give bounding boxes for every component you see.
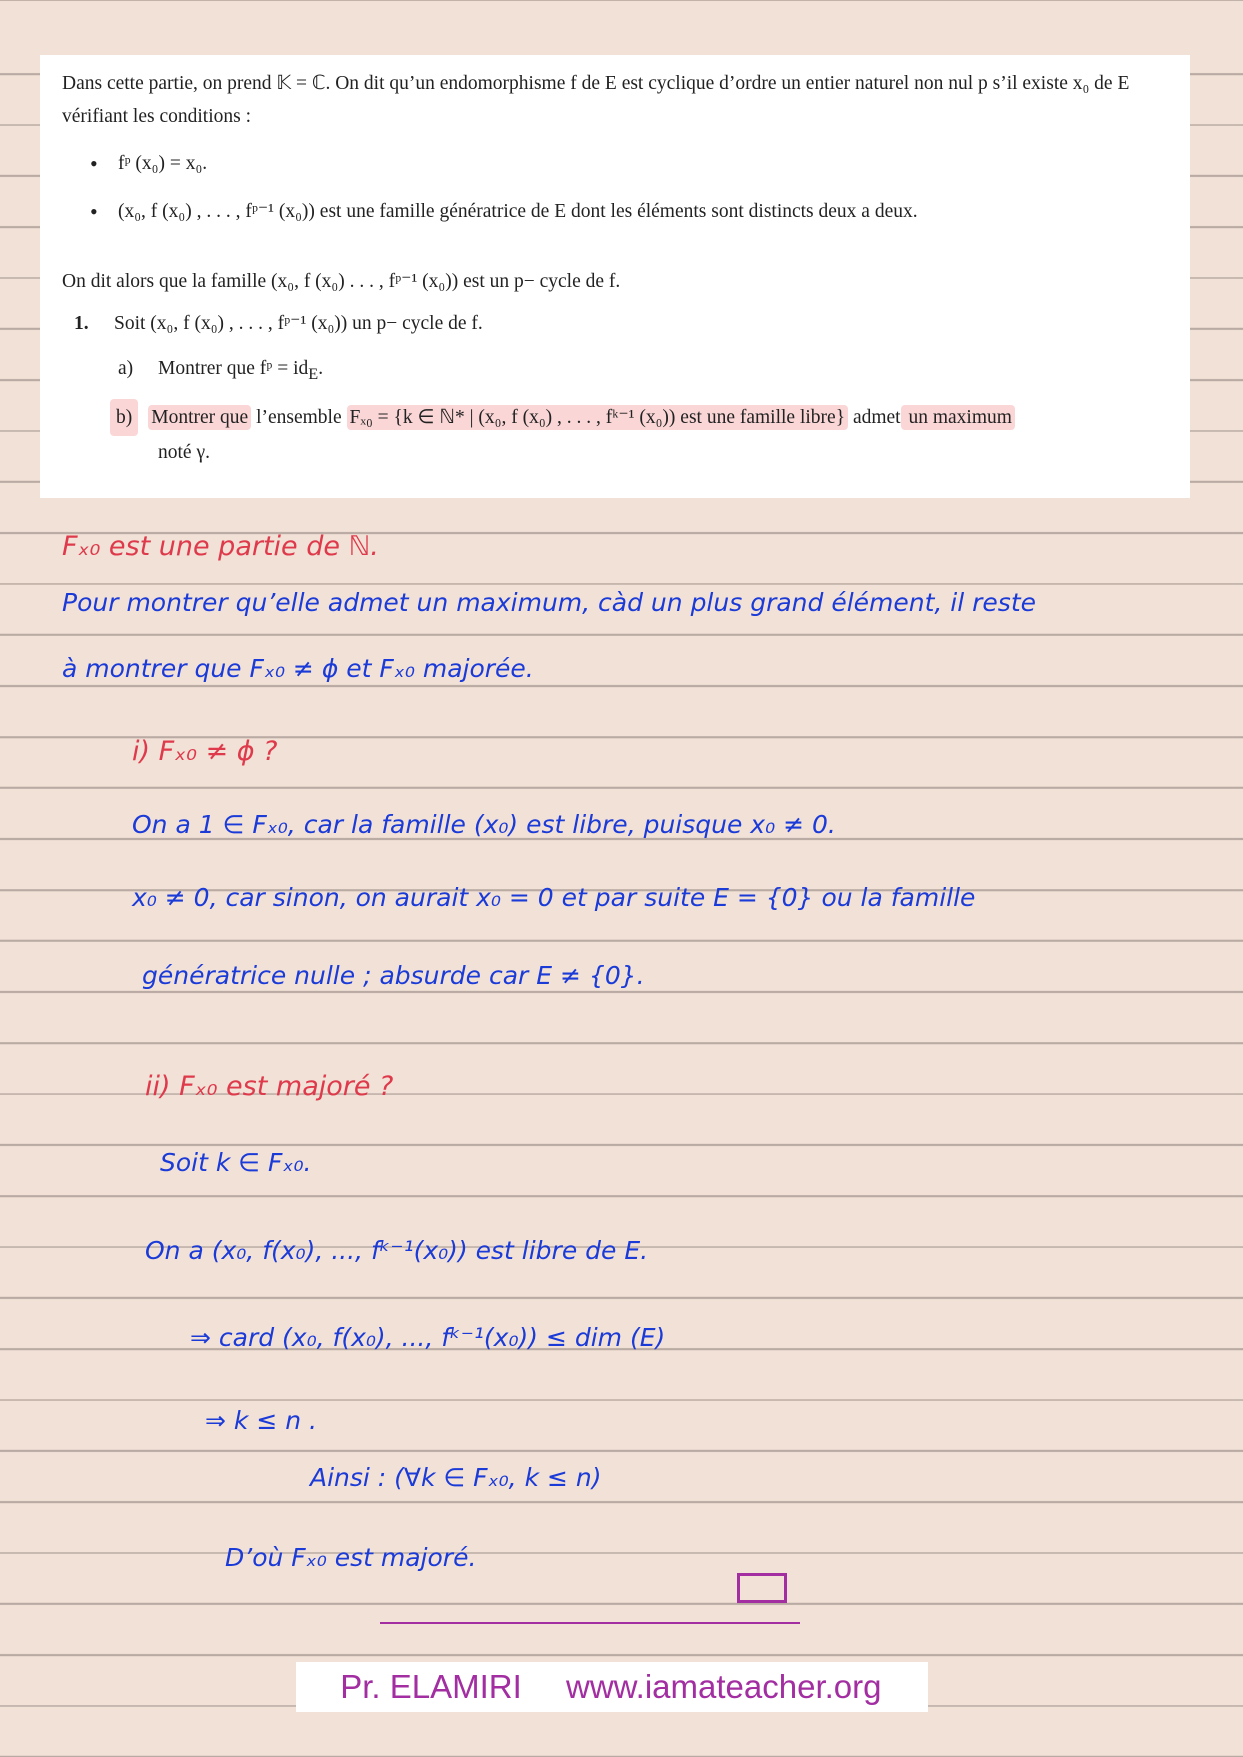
hand-line-1: Fₓ₀ est une partie de ℕ. xyxy=(62,531,379,562)
hand-line-9: Soit k ∈ Fₓ₀. xyxy=(160,1148,312,1177)
problem-statement xyxy=(40,55,1190,498)
question-1b-after: admet xyxy=(848,406,901,428)
hand-line-7: génératrice nulle ; absurde car E ≠ {0}. xyxy=(142,961,645,990)
hand-line-4: i) Fₓ₀ ≠ ϕ ? xyxy=(132,736,278,767)
question-1b-highlight-2: un maximum xyxy=(901,405,1015,430)
footer-banner xyxy=(296,1662,928,1712)
author-name: Pr. ELAMIRI xyxy=(340,1668,522,1705)
hand-line-8: ii) Fₓ₀ est majoré ? xyxy=(145,1071,394,1102)
question-1b-middle: l’ensemble xyxy=(251,406,347,428)
end-of-proof-box xyxy=(737,1573,787,1603)
question-1 xyxy=(62,307,1168,340)
condition-2: • (x₀, f (x₀) , . . . , fᵖ⁻¹ (x₀)) est une famille génératrice de E dont les éléments sont distincts deux a deux. xyxy=(62,195,1168,228)
hand-line-13: Ainsi : (∀k ∈ Fₓ₀, k ≤ n) xyxy=(310,1463,602,1492)
hand-line-5: On a 1 ∈ Fₓ₀, car la famille (x₀) est libre, puisque x₀ ≠ 0. xyxy=(132,810,836,839)
end-divider xyxy=(380,1622,800,1624)
question-1a-end: . xyxy=(318,358,324,379)
question-1a xyxy=(62,352,1168,391)
question-1a-subscript: E xyxy=(308,364,319,383)
question-1b-end: noté γ. xyxy=(158,441,210,463)
intro-text: Dans cette partie, on prend 𝕂 = ℂ. On dit qu’un endomorphisme f de E est cyclique d’ordre un entier naturel non nul p s’il existe x₀ de E vérifiant les conditions : xyxy=(62,73,1130,127)
hand-line-11: ⇒ card (x₀, f(x₀), ..., fᵏ⁻¹(x₀)) ≤ dim (E) xyxy=(190,1323,666,1352)
question-1b-set: Fₓ₀ = {k ∈ ℕ* | (x₀, f (x₀) , . . . , fᵏ⁻¹ (x₀)) est une famille libre} xyxy=(347,405,849,430)
question-1-text: Soit (x₀, f (x₀) , . . . , fᵖ⁻¹ (x₀)) un p− cycle de f. xyxy=(114,313,483,334)
question-1b-highlight-1: Montrer que xyxy=(148,405,251,430)
hand-line-6: x₀ ≠ 0, car sinon, on aurait x₀ = 0 et par suite E = {0} ou la famille xyxy=(132,883,976,912)
hand-line-12: ⇒ k ≤ n . xyxy=(205,1406,317,1435)
hand-line-14: D’où Fₓ₀ est majoré. xyxy=(225,1543,477,1572)
conditions-list xyxy=(62,147,1168,228)
cycle-definition: On dit alors que la famille (x₀, f (x₀) . . . , fᵖ⁻¹ (x₀)) est un p− cycle de f. xyxy=(62,271,621,292)
hand-line-3: à montrer que Fₓ₀ ≠ ϕ et Fₓ₀ majorée. xyxy=(62,654,534,683)
website-link[interactable]: www.iamateacher.org xyxy=(566,1668,882,1705)
question-1a-label: a) xyxy=(118,358,134,379)
question-1b xyxy=(62,399,1168,469)
question-1a-text: Montrer que fᵖ = id xyxy=(158,358,309,379)
condition-1: • fᵖ (x₀) = x₀. xyxy=(62,147,1168,180)
hand-line-10: On a (x₀, f(x₀), ..., fᵏ⁻¹(x₀)) est libre de E. xyxy=(145,1236,649,1265)
question-1-number: 1. xyxy=(74,313,89,334)
question-1b-label: b) xyxy=(110,399,138,436)
hand-line-2: Pour montrer qu’elle admet un maximum, càd un plus grand élément, il reste xyxy=(62,588,1037,617)
